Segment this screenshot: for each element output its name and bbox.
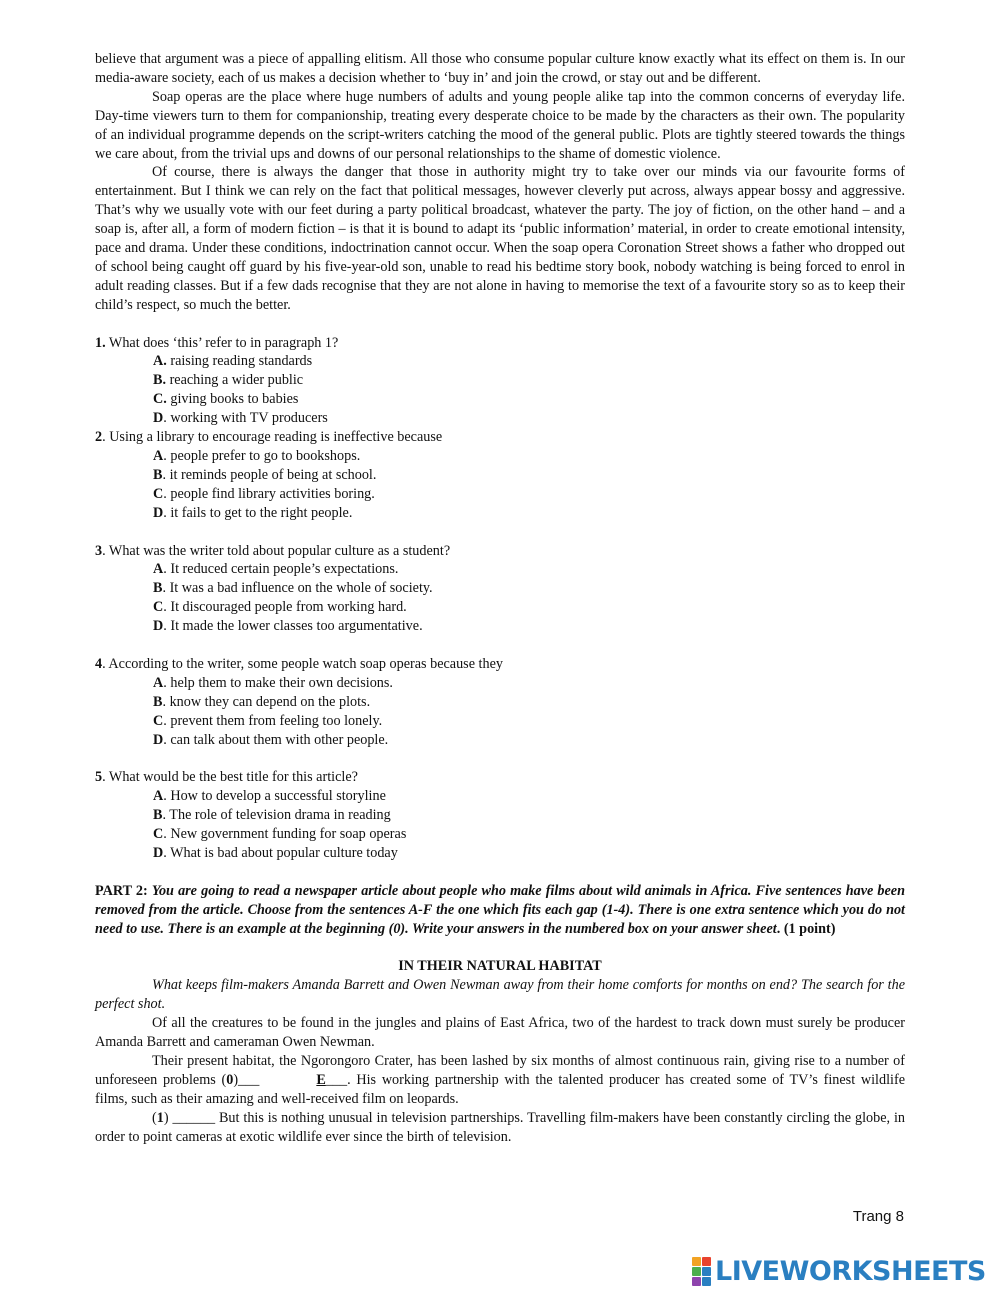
option-c[interactable]: C. New government funding for soap operas [153, 826, 407, 843]
liveworksheets-logo-icon [692, 1257, 711, 1286]
question-stem: 5. What would be the best title for this article? [95, 769, 358, 786]
question-5 [95, 768, 905, 863]
liveworksheets-logo [692, 1256, 986, 1286]
option-a[interactable]: A. people prefer to go to bookshops. [153, 448, 361, 465]
passage-paragraph-1-tail: believe that argument was a piece of appalling elitism. All those who consume popular culture know exactly what its effect on them is. In our media-aware society, each of us makes a decision whether to ‘buy in’ and join the crowd, or stay out and be different. [95, 51, 905, 86]
question-3 [95, 542, 905, 637]
question-1 [95, 334, 905, 429]
example-answer-blank: E [316, 1071, 326, 1088]
option-d[interactable]: D. It made the lower classes too argumentative. [153, 618, 423, 635]
option-b[interactable]: B. reaching a wider public [153, 372, 304, 389]
question-4 [95, 655, 905, 750]
article-paragraph-2: Their present habitat, the Ngorongoro Crater, has been lashed by six months of almost continuous rain, giving rise to a number of unforeseen problems (0)___ E___. His working partnership with the talented producer has created some of TV’s finest wildlife films, such as their amazing and well-received film on leopards. [95, 1052, 905, 1107]
question-2 [95, 428, 905, 523]
part-2-instructions: PART 2: You are going to read a newspaper article about people who make films about wild animals in Africa. Five sentences have been removed from the article. Choose from the sentences A-F the one which fits each gap (1-4). There is one extra sentence which you do not need to use. There is an example at the beginning (0). Write your answers in the numbered box on your answer sheet. (1 point) [95, 882, 905, 937]
option-b[interactable]: B. The role of television drama in reading [153, 807, 391, 824]
option-c[interactable]: C. people find library activities boring. [153, 485, 375, 502]
option-b[interactable]: B. know they can depend on the plots. [153, 693, 371, 710]
option-a[interactable]: A. It reduced certain people’s expectations. [153, 561, 399, 578]
option-a[interactable]: A. How to develop a successful storyline [153, 788, 386, 805]
question-stem: 2. Using a library to encourage reading is ineffective because [95, 429, 443, 446]
option-d[interactable]: D. can talk about them with other people. [153, 731, 389, 748]
option-c[interactable]: C. prevent them from feeling too lonely. [153, 712, 383, 729]
option-d[interactable]: D. What is bad about popular culture today [153, 845, 398, 861]
liveworksheets-logo-text: LIVEWORKSHEETS [715, 1255, 986, 1287]
option-d[interactable]: D. working with TV producers [153, 410, 328, 427]
article-paragraph-3: (1) ______ But this is nothing unusual in television partnerships. Travelling film-makers have been constantly circling the globe, in order to point cameras at exotic wildlife ever since the birth of television. [95, 1109, 906, 1145]
passage-paragraph-2: Soap operas are the place where huge numbers of adults and young people alike tap into the common concerns of everyday life. Day-time viewers turn to them for companionship, treating every desperate choice to be made by the characters as their own. The popularity of an individual programme depends on the script-writers catching the mood of the general public. Plots are tightly steered towards the things we care about, from the trivial ups and downs of our personal relationships to the shame of domestic violence. [95, 88, 905, 162]
question-stem: 3. What was the writer told about popular culture as a student? [95, 542, 451, 559]
article-title: IN THEIR NATURAL HABITAT [398, 958, 602, 975]
worksheet-page [95, 50, 905, 1146]
article-paragraph-1: Of all the creatures to be found in the jungles and plains of East Africa, two of the hardest to track down must surely be producer Amanda Barrett and cameraman Owen Newman. [95, 1015, 905, 1051]
article-subtitle: What keeps film-makers Amanda Barrett and Owen Newman away from their home comforts for months on end? The search for the perfect shot. [95, 977, 905, 1013]
option-d[interactable]: D. it fails to get to the right people. [153, 504, 353, 521]
page-number: Trang 8 [852, 1208, 904, 1225]
option-a[interactable]: A. raising reading standards [153, 353, 313, 370]
option-c[interactable]: C. It discouraged people from working hard. [153, 599, 407, 616]
option-c[interactable]: C. giving books to babies [153, 391, 299, 408]
passage-paragraph-3: Of course, there is always the danger that those in authority might try to take over our minds via our favourite forms of entertainment. But I think we can rely on the fact that political messages, however cleverly put across, always appear bossy and aggressive. That’s why we usually vote with our feet during a party political broadcast, whatever the party. The joy of fiction, on the other hand – and a soap is, after all, a form of modern fiction – is that it is bound to adapt its ‘public information’ material, in order to create emotional intensity, pace and drama. Under these conditions, indoctrination cannot occur. When the soap opera Coronation Street shows a father who dropped out of school being caught off guard by his five-year-old son, unable to read his bedtime story book, nobody watching is being forced to enrol in adult reading classes. But if a few dads recognise that they are not alone in having to memorise the text of a favourite story so as to keep their child’s respect, so much the better. [95, 164, 905, 313]
option-a[interactable]: A. help them to make their own decisions. [153, 674, 393, 691]
question-stem: 4. According to the writer, some people watch soap operas because they [95, 655, 503, 672]
option-b[interactable]: B. It was a bad influence on the whole of society. [153, 580, 433, 597]
gap-1-blank[interactable]: ) ______ [163, 1109, 216, 1126]
option-b[interactable]: B. it reminds people of being at school. [153, 466, 377, 483]
question-stem: 1. What does ‘this’ refer to in paragraph 1? [95, 334, 339, 351]
